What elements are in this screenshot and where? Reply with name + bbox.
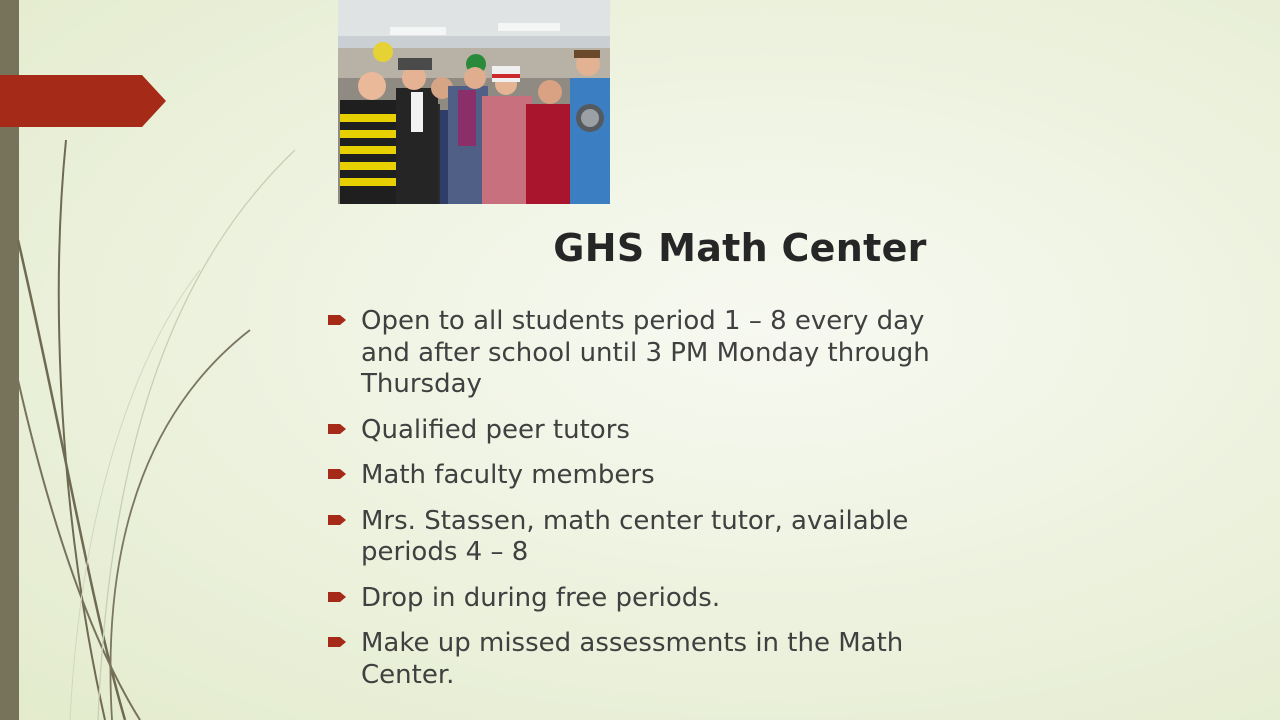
bullet-item bbox=[328, 506, 1028, 569]
bullet-item bbox=[328, 628, 1028, 691]
bullet-text: Mrs. Stassen, math center tutor, available periods 4 – 8 bbox=[361, 505, 909, 567]
arrow-bullet-icon bbox=[328, 312, 348, 328]
slide-title: GHS Math Center bbox=[553, 226, 927, 270]
bullet-text: Make up missed assessments in the Math Center. bbox=[361, 628, 904, 690]
bullet-item bbox=[328, 306, 1028, 401]
bullet-item bbox=[328, 415, 1028, 447]
arrow-bullet-icon bbox=[328, 589, 348, 605]
arrow-bullet-icon bbox=[328, 466, 348, 482]
bullet-text: Open to all students period 1 – 8 every day and after school until 3 PM Monday through Thursday bbox=[361, 306, 930, 399]
bullet-item bbox=[328, 583, 1028, 615]
red-arrow-banner bbox=[0, 0, 170, 130]
bullet-list bbox=[328, 306, 1028, 691]
bullet-text: Math faculty members bbox=[361, 460, 655, 490]
staff-group-photo bbox=[338, 0, 610, 204]
bullet-text: Qualified peer tutors bbox=[361, 414, 630, 445]
photo-illustration bbox=[338, 0, 610, 204]
bullet-text: Drop in during free periods. bbox=[361, 582, 721, 613]
arrow-bullet-icon bbox=[328, 512, 348, 528]
arrow-bullet-icon bbox=[328, 421, 348, 437]
arrow-bullet-icon bbox=[328, 634, 348, 650]
bullet-item bbox=[328, 460, 1028, 492]
